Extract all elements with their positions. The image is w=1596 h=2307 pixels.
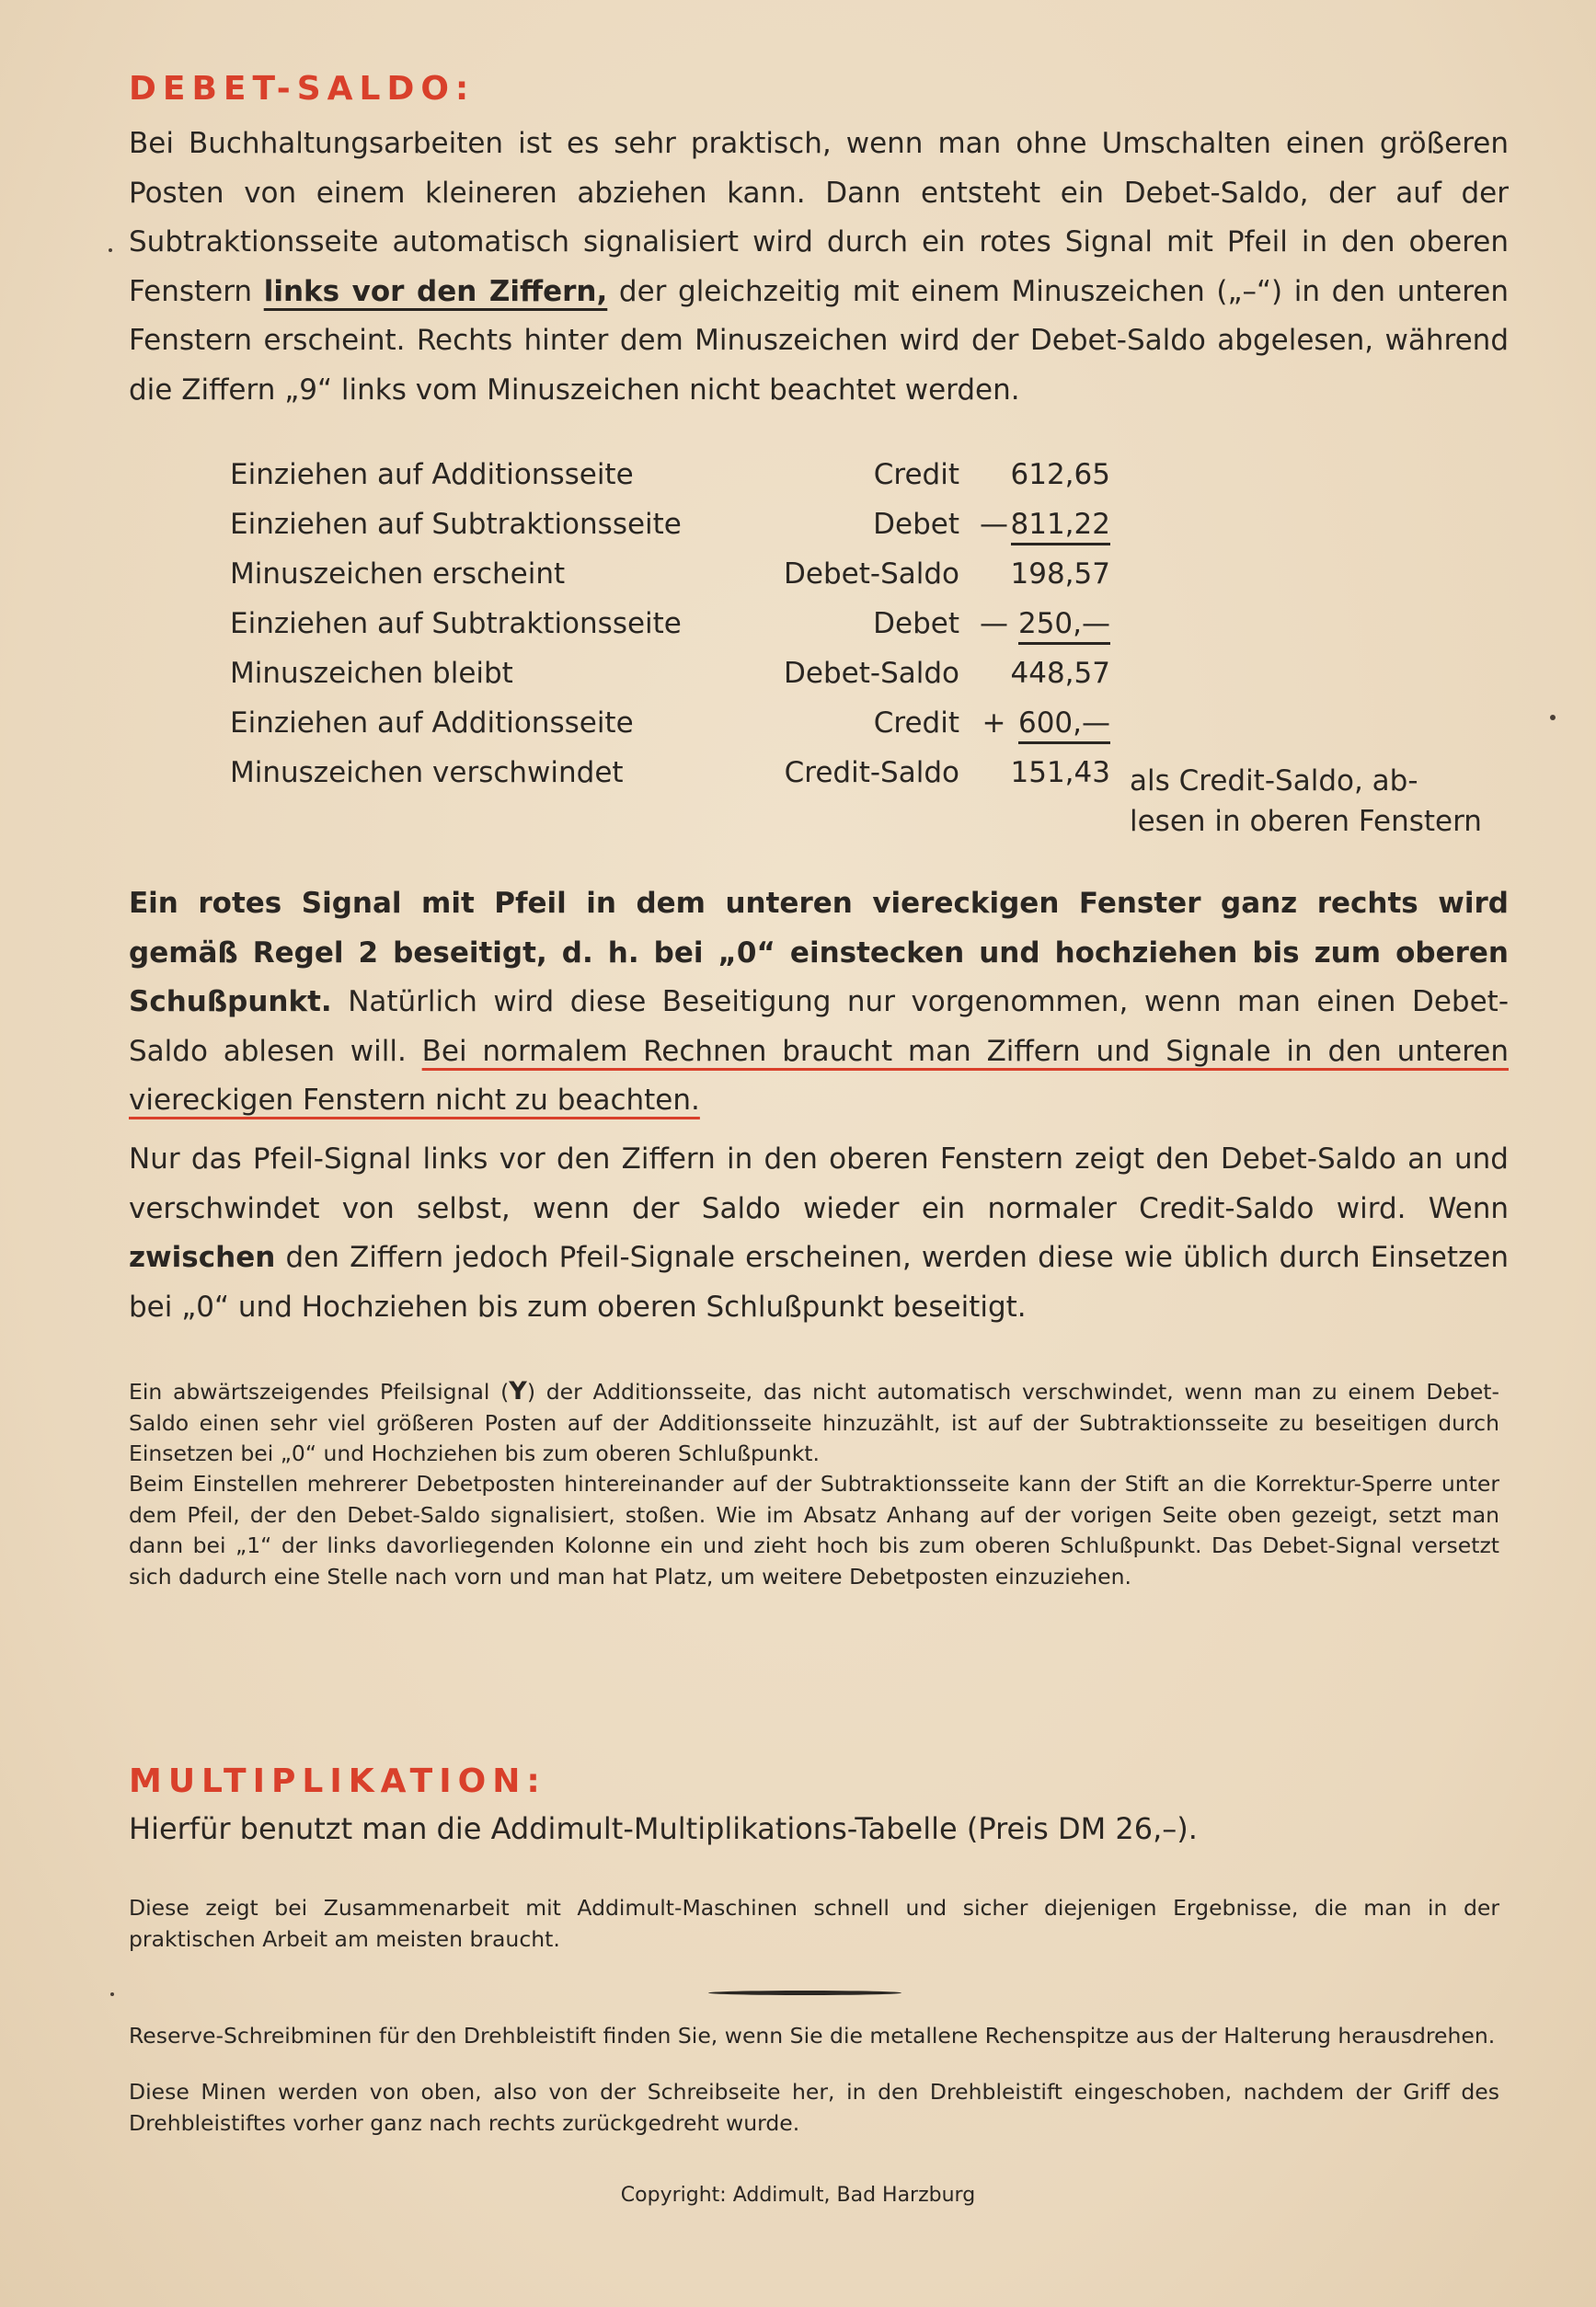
example-operator: —: [980, 607, 1008, 640]
debet-saldo-heading: DEBET-SALDO:: [129, 70, 476, 108]
multiplikation-text: Hierfür benutzt man die Addimult-Multiplikations-Tabelle (Preis DM 26,–).: [129, 1811, 1198, 1846]
note-paragraph-debetposten: Beim Einstellen mehrerer Debetposten hintereinander auf der Subtraktionsseite kann der Stift an die Korrektur-Sperre unter dem Pfeil, der den Debet-Saldo signalisiert, stoßen. Wie im Absatz Anhang auf der vorigen Seite oben gezeigt, setzt man dann bei „1“ der links davorliegenden Kolonne ein und zieht hoch bis zum oberen Schlußpunkt. Das Debet-Signal versetzt sich dadurch eine Stelle nach vorn und man hat Platz, um weitere Debetposten einzuziehen.: [129, 1471, 1499, 1590]
example-row: [230, 607, 1518, 657]
example-amount: 448,57: [1010, 657, 1110, 690]
debet-intro-text-a: Bei Buchhaltungsarbeiten ist es sehr praktisch, wenn man ohne Umschalten einen größeren Posten von einem kleineren abziehen kann. Dann entsteht ein Debet-Saldo, der auf der Subtraktionsseite automatisch signalisiert wird durch ein rotes Signal mit Pfeil in den oberen Fenstern: [129, 127, 1509, 308]
signal-normal-text: Natürlich wird diese Beseitigung nur vorgenommen, wenn man einen Debet-Saldo ablesen will.: [129, 985, 1509, 1068]
example-amount: 250,—: [1018, 607, 1110, 645]
example-desc: Minuszeichen erscheint: [230, 557, 566, 591]
example-operator: —: [980, 508, 1008, 541]
example-amount: 198,57: [1010, 557, 1110, 591]
example-row: [230, 508, 1518, 557]
example-desc: Minuszeichen bleibt: [230, 657, 513, 690]
paper-speck: [110, 1992, 114, 1996]
arrow-signal-icon: Y: [509, 1377, 527, 1406]
reserve-minen-note: Reserve-Schreibminen für den Drehbleistift finden Sie, wenn Sie die metallene Rechenspitze aus der Halterung herausdrehen.: [129, 2023, 1496, 2049]
example-type: Debet: [873, 508, 959, 541]
example-type: Debet-Saldo: [784, 557, 959, 591]
paper-speck: [109, 248, 112, 252]
example-row: [230, 657, 1518, 706]
example-type: Credit: [873, 706, 959, 740]
note-text-b: ) der Additionsseite, das nicht automatisch verschwindet, wenn man zu einem Debet-Saldo einen sehr viel größeren Posten auf der Additionsseite hinzuzählt, ist auf der Subtraktionsseite zu beseitigen durch Einsetzen bei „0“ und Hochziehen bis zum oberen Schlußpunkt.: [129, 1379, 1499, 1466]
example-operator: +: [982, 706, 1006, 740]
example-type: Debet-Saldo: [784, 657, 959, 690]
example-desc: Einziehen auf Subtraktionsseite: [230, 508, 682, 541]
example-type: Credit: [873, 458, 959, 491]
example-desc: Einziehen auf Additionsseite: [230, 458, 634, 491]
example-amount: 612,65: [1010, 458, 1110, 491]
section-divider: [708, 1991, 901, 1995]
signal-underlined-text: Bei normalem Rechnen braucht man Ziffern und Signale in den unteren viereckigen Fenstern nicht zu beachten.: [129, 1034, 1509, 1117]
example-amount: 600,—: [1018, 706, 1110, 744]
example-row: [230, 756, 1518, 848]
multiplikation-note: Diese zeigt bei Zusammenarbeit mit Addimult-Maschinen schnell und sicher diejenigen Ergebnisse, die man in der praktischen Arbeit am meisten braucht.: [129, 1895, 1499, 1952]
paper-speck: [1550, 715, 1556, 720]
multiplikation-heading: MULTIPLIKATION:: [129, 1762, 546, 1800]
debet-intro-paragraph: [129, 120, 1509, 415]
example-note-line1: als Credit-Saldo, ab-: [1130, 764, 1418, 798]
example-row: [230, 458, 1518, 508]
signal-rule-text: Ein rotes Signal mit Pfeil in dem unteren viereckigen Fenster ganz rechts wird gemäß Regel 2 beseitigt, d. h. bei „0“ einstecken und hochziehen bis zum oberen Schußpunkt.: [129, 887, 1509, 1018]
debet-intro-emphasis: links vor den Ziffern,: [263, 274, 608, 308]
pfeil-text-c: den Ziffern jedoch Pfeil-Signale erscheinen, werden diese wie üblich durch Einsetzen bei „0“ und Hochziehen bis zum oberen Schlußpunkt beseitigt.: [129, 1241, 1509, 1324]
debet-intro-text-c: der gleichzeitig mit einem Minuszeichen („–“) in den unteren Fenstern erscheint. Rechts hinter dem Minuszeichen wird der Debet-Saldo abgelesen, während die Ziffern „9“ links vom Minuszeichen nicht beachtet werden.: [129, 274, 1510, 407]
note-paragraph-arrow: [129, 1376, 1499, 1470]
pfeil-text-emphasis: zwischen: [129, 1241, 276, 1274]
minen-einsetzen-note: Diese Minen werden von oben, also von der Schreibseite her, in den Drehbleistift eingeschoben, nachdem der Griff des Drehbleistiftes vorher ganz nach rechts zurückgedreht wurde.: [129, 2079, 1499, 2136]
example-amount: 151,43: [1010, 756, 1110, 789]
pfeil-text-a: Nur das Pfeil-Signal links vor den Ziffern in den oberen Fenstern zeigt den Debet-Saldo an und verschwindet von selbst, wenn der Saldo wieder ein normaler Credit-Saldo wird. Wenn: [129, 1142, 1509, 1225]
example-type: Credit-Saldo: [784, 756, 959, 789]
example-note-line2: lesen in oberen Fenstern: [1130, 805, 1482, 838]
example-desc: Einziehen auf Additionsseite: [230, 706, 634, 740]
signal-paragraph: [129, 879, 1509, 1126]
example-amount: 811,22: [1011, 508, 1110, 545]
example-desc: Minuszeichen verschwindet: [230, 756, 624, 789]
example-desc: Einziehen auf Subtraktionsseite: [230, 607, 682, 640]
example-row: [230, 557, 1518, 607]
note-text-a: Ein abwärtszeigendes Pfeilsignal (: [129, 1379, 510, 1405]
copyright-line: Copyright: Addimult, Bad Harzburg: [620, 2184, 976, 2207]
example-type: Debet: [873, 607, 959, 640]
pfeil-signal-paragraph: [129, 1135, 1509, 1332]
example-row: [230, 706, 1518, 756]
